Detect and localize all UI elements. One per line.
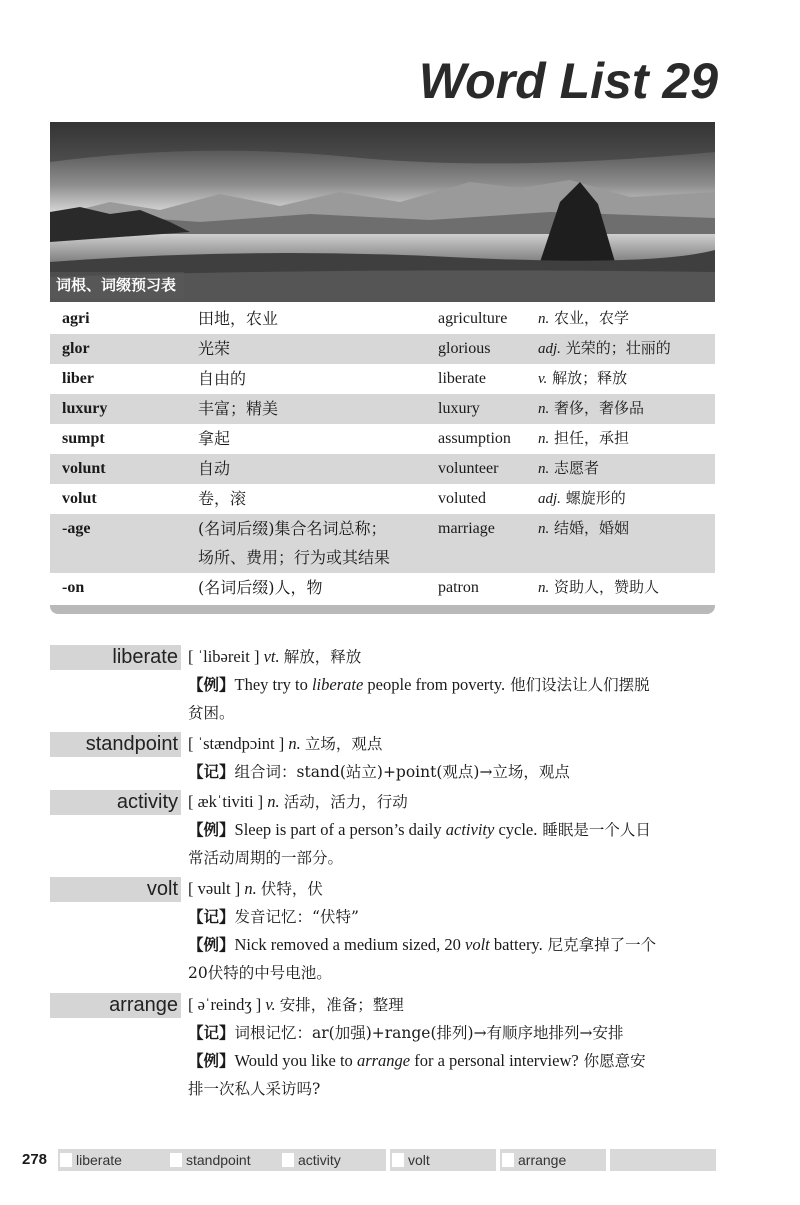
meaning-cell: 丰富；精美 (198, 394, 438, 424)
meaning-cell: 卷，滚 (198, 489, 247, 508)
footer-word-tab (280, 1149, 386, 1171)
chinese-text: 词根记忆：ar(加强)+range(排列)→有顺序地排列→安排 (234, 1024, 624, 1042)
chinese-text: 组合词：stand(站立)+point(观点)→立场，观点 (234, 763, 570, 781)
label-tag: 【例】 (188, 820, 235, 839)
footer-word: liberate (76, 1152, 122, 1168)
root-cell: liber (62, 370, 94, 387)
pos-label: n. (538, 580, 550, 596)
meaning-cell: (名词后缀)集合名词总称； 场所、费用；行为或其结果 (198, 514, 438, 573)
example-line (188, 671, 718, 699)
checkbox-square (282, 1153, 294, 1167)
root-cell: luxury (50, 394, 198, 424)
example-line (188, 1019, 718, 1047)
translation-cell: n. 担任，承担 (538, 429, 630, 447)
footer-word: activity (298, 1152, 341, 1168)
headword-label: arrange (109, 994, 178, 1016)
root-cell: agri (62, 310, 90, 327)
checkbox-square (392, 1153, 404, 1167)
highlighted-word: volt (465, 935, 490, 954)
headword-label: standpoint (85, 733, 178, 755)
definition-line (188, 875, 718, 903)
highlighted-word: arrange (356, 1051, 411, 1070)
meaning-cell: 拿起 (198, 429, 231, 448)
chinese-text: 排一次私人采访吗? (188, 1080, 321, 1098)
part-of-speech: vt. (259, 647, 284, 666)
checkbox-square (502, 1153, 514, 1167)
part-of-speech: n. (263, 792, 284, 811)
definition-line (188, 730, 718, 758)
checkbox-square (170, 1153, 182, 1167)
english-text: battery. (489, 935, 543, 954)
highlighted-word: liberate (311, 675, 364, 694)
example-word-cell: volunteer (438, 454, 538, 484)
translation-cell: n. 资助人，赞助人 (538, 578, 660, 596)
root-cell: volunt (50, 454, 198, 484)
headword-volt (50, 877, 181, 902)
headword-liberate (50, 645, 181, 670)
headword-label: volt (146, 878, 178, 900)
english-text: Would you like to (234, 1051, 357, 1070)
table-row (50, 304, 715, 334)
meaning-cell: 光荣 (198, 334, 438, 364)
footer-word: volt (408, 1152, 430, 1168)
root-cell: -age (50, 514, 198, 573)
translation-cell: adj. 螺旋形的 (538, 489, 626, 507)
meaning: 解放，释放 (283, 648, 362, 666)
part-of-speech: n. (284, 734, 305, 753)
root-cell: -on (62, 579, 85, 596)
translation-cell: n. 奢侈，奢侈品 (538, 394, 715, 424)
chinese-text: 他们设法让人们摆脱 (505, 676, 650, 694)
pos-label: n. (538, 521, 550, 537)
headword-arrange (50, 993, 181, 1018)
footer-blank-tab (610, 1149, 716, 1171)
footer-word-tab (500, 1149, 606, 1171)
example-word-cell: assumption (438, 430, 511, 447)
translation-cell: n. 志愿者 (538, 454, 715, 484)
example-word-cell: liberate (438, 370, 486, 387)
translation-cell: v. 解放；释放 (538, 369, 628, 387)
meaning: 伏特，伏 (260, 880, 323, 898)
chinese-text: 发音记忆：“伏特” (234, 908, 359, 926)
headword-label: activity (116, 791, 178, 813)
example-line (188, 931, 718, 959)
part-of-speech: n. (240, 879, 261, 898)
label-tag: 【记】 (188, 907, 235, 926)
page-number: 278 (22, 1151, 48, 1168)
highlighted-word: activity (445, 820, 495, 839)
example-word-cell: voluted (438, 490, 486, 507)
page-title: Word List 29 (418, 53, 718, 109)
footer-word: arrange (518, 1152, 567, 1168)
english-text: Nick removed a medium sized, 20 (234, 935, 465, 954)
phonetic: [ ækˈtiviti ] (188, 792, 264, 811)
chinese-text: 睡眠是一个人日 (537, 821, 651, 839)
translation-cell: n. 结婚，婚姻 (538, 514, 715, 573)
label-tag: 【例】 (188, 935, 235, 954)
chinese-text: 你愿意安 (578, 1052, 646, 1070)
example-line (188, 699, 718, 727)
meaning: 安排，准备；整理 (279, 996, 404, 1014)
pos-label: adj. (538, 491, 561, 507)
phonetic: [ ˈlibəreit ] (188, 647, 260, 666)
example-word-cell: luxury (438, 394, 538, 424)
phonetic: [ vəult ] (188, 879, 241, 898)
headword-label: liberate (112, 646, 178, 668)
english-text: Sleep is part of a person’s daily (234, 820, 446, 839)
example-line (188, 903, 718, 931)
meaning-cell: 自动 (198, 454, 438, 484)
table-row (50, 394, 715, 424)
translation-cell: adj. 光荣的；壮丽的 (538, 334, 715, 364)
footer-word: standpoint (186, 1152, 251, 1168)
root-cell: volut (62, 490, 97, 507)
table-row (50, 573, 715, 603)
footer-word-tab (168, 1149, 280, 1171)
meaning: 活动，活力，行动 (283, 793, 408, 811)
example-word-cell: glorious (438, 334, 538, 364)
chinese-text: 贫困。 (188, 704, 235, 722)
phonetic: [ ˈstændpɔint ] (188, 734, 285, 753)
pos-label: n. (538, 401, 550, 417)
example-word-cell: agriculture (438, 310, 508, 327)
pos-label: n. (538, 431, 550, 447)
pos-label: n. (538, 461, 550, 477)
definition-line (188, 643, 718, 671)
footer-word-tab (390, 1149, 496, 1171)
table-row (50, 334, 715, 364)
pos-label: adj. (538, 341, 561, 357)
landscape-banner (50, 122, 715, 302)
meaning-cell: (名词后缀)人，物 (198, 578, 323, 597)
example-line (188, 1047, 718, 1075)
example-line (188, 959, 718, 987)
table-row (50, 364, 715, 394)
english-text: people from poverty. (363, 675, 506, 694)
meaning: 立场，观点 (304, 735, 383, 753)
table-row (50, 514, 715, 573)
example-line (188, 844, 718, 872)
label-tag: 【记】 (188, 762, 235, 781)
footer-bar (22, 1149, 722, 1171)
english-text: for a personal interview? (410, 1051, 579, 1070)
pos-label: v. (538, 371, 548, 387)
example-line (188, 816, 718, 844)
english-text: They try to (234, 675, 312, 694)
example-word-cell: patron (438, 579, 479, 596)
example-line (188, 1075, 718, 1103)
meaning-cell: 田地，农业 (198, 309, 279, 328)
example-word-cell: marriage (438, 514, 538, 573)
headword-activity (50, 790, 181, 815)
definition-line (188, 991, 718, 1019)
table-row (50, 484, 715, 514)
banner-label: 词根、词缀预习表 (50, 272, 184, 298)
definition-line (188, 788, 718, 816)
label-tag: 【例】 (188, 675, 235, 694)
root-cell: glor (50, 334, 198, 364)
root-preview-table (50, 304, 715, 603)
chinese-text: 20伏特的中号电池。 (188, 964, 332, 982)
pos-label: n. (538, 311, 550, 327)
table-row (50, 454, 715, 484)
footer-word-tab (58, 1149, 170, 1171)
label-tag: 【记】 (188, 1023, 235, 1042)
table-bottom-bar (50, 605, 715, 614)
headword-standpoint (50, 732, 181, 757)
translation-cell: n. 农业，农学 (538, 309, 630, 327)
label-tag: 【例】 (188, 1051, 235, 1070)
part-of-speech: v. (261, 995, 280, 1014)
table-row (50, 424, 715, 454)
root-cell: sumpt (62, 430, 105, 447)
english-text: cycle. (494, 820, 538, 839)
checkbox-square (60, 1153, 72, 1167)
example-line (188, 758, 718, 786)
phonetic: [ əˈreindʒ ] (188, 995, 262, 1014)
meaning-cell: 自由的 (198, 369, 247, 388)
chinese-text: 尼克拿掉了一个 (542, 936, 657, 954)
chinese-text: 常活动周期的一部分。 (188, 849, 344, 867)
